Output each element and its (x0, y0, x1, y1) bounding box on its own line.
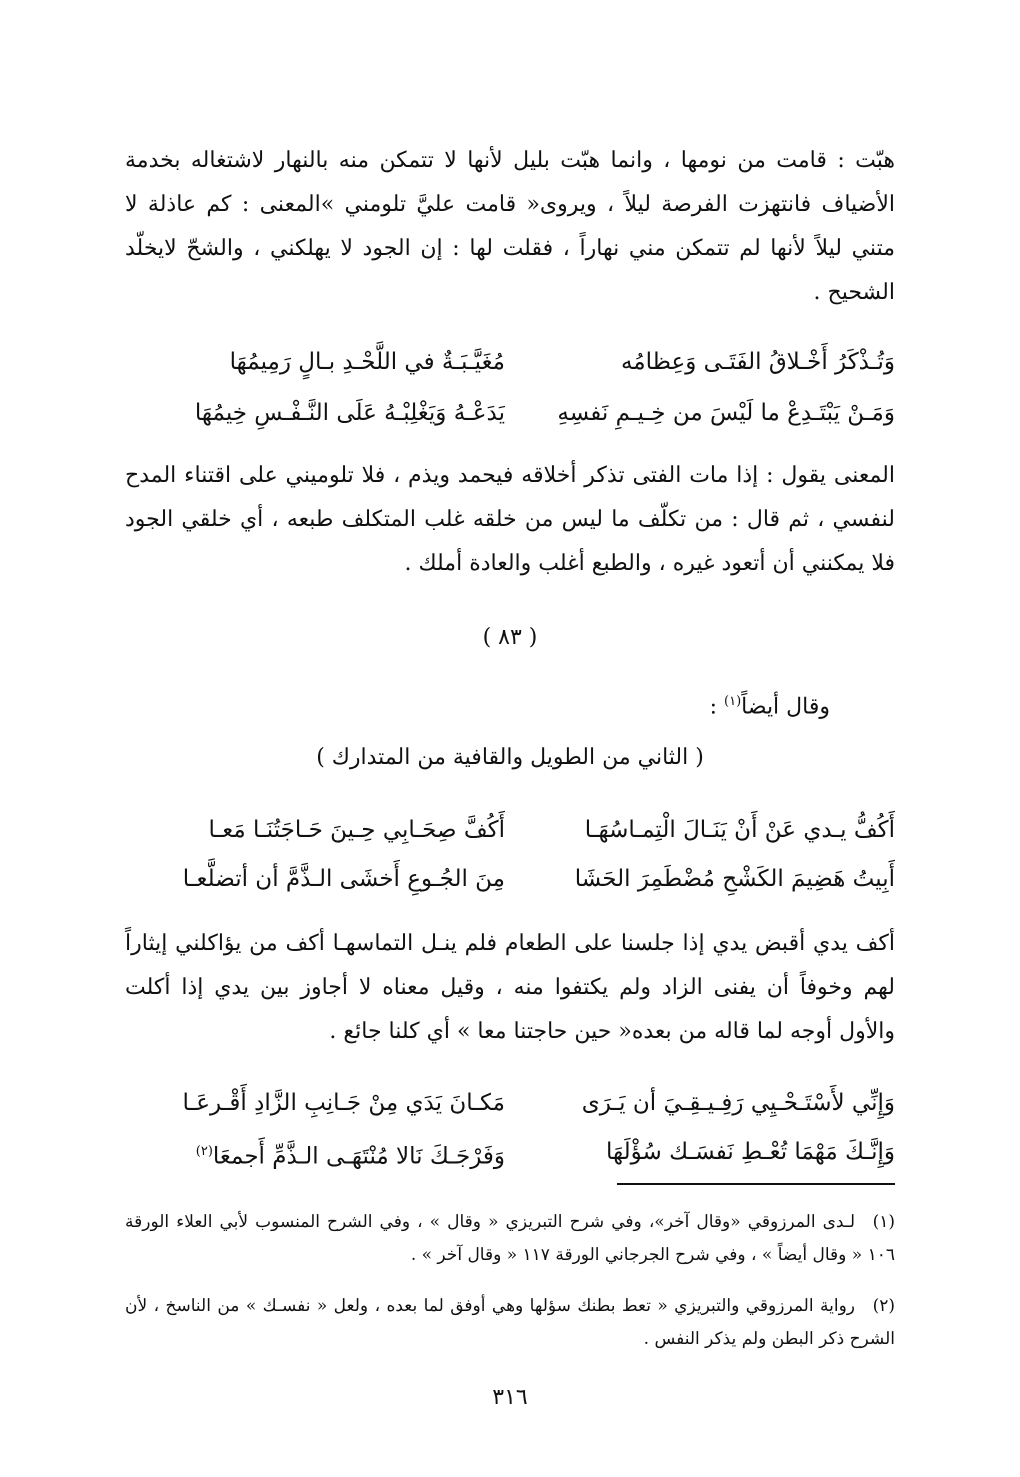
commentary-paragraph-2: المعنى يقول : إذا مات الفتى تذكر أخلاقه فيحمد ويذم ، فلا تلوميني على اقتناء المدح لنفسي ، ثم قال : من تكلّف ما ليس من خلقه غلب المتكلف طبعه ، أي خلقي الجود فلا يمكنني أن أتعود غيره ، والطبع أغلب والعادة أملك . (125, 463, 895, 576)
poem-intro (710, 682, 830, 727)
verse-line (125, 856, 895, 902)
verse-first-hemistich: أَكُفُّ يـدي عَنْ أَنْ يَنَـالَ الْتِمـاسُهَـا (584, 817, 895, 843)
verse-line (125, 1129, 895, 1175)
footnote-ref: (٢) (195, 1144, 213, 1159)
verse-first-hemistich: وَإِنِّي لأَسْتَـحْـيِي رَفِـيـقِـيَ أن يَـرَى (581, 1090, 895, 1116)
poem-intro-colon: : (709, 694, 725, 720)
verse-second-hemistich: أَكُفَّ صِحَـابِي حِـينَ حَـاجَتُنَـا مَعـا (208, 817, 505, 843)
verse-line (125, 339, 895, 385)
verse-first-hemistich: أَبِيتُ هَضِيمَ الكَشْحِ مُضْطَمِرَ الحَشَا (574, 866, 895, 892)
footnote (125, 1290, 895, 1356)
verse-first-hemistich: وَإِنَّـكَ مَهْمَا تُعْـطِ نَفسَـك سُؤْلَهَا (605, 1139, 895, 1165)
verse-line (125, 807, 895, 853)
commentary-paragraph-1: هبّت : قامت من نومها ، وانما هبّت بليل لأنها لا تتمكن منه بالنهار لاشتغاله بخدمة الأضياف فانتهزت الفرصة ليلاً ، ويروى« قامت عليَّ تلومني »المعنى : كم عاذلة لا متني ليلاً لأنها لم تتمكن مني نهاراً ، فقلت لها : إن الجود لا يهلكني ، والشحّ لايخلّد الشحيح . (125, 148, 895, 305)
verse-first-hemistich: وَتُـذْكَرُ أَخْـلاقُ الفَتَـى وَعِظامُه (620, 349, 895, 375)
meter-heading: ( الثاني من الطويل والقافية من المتدارك ) (316, 745, 704, 770)
verse-second-hemistich: مَكـانَ يَدَي مِنْ جَـانِبِ الزَّادِ أَقْـرعَـا (182, 1090, 505, 1116)
footnote-ref: (١) (724, 694, 742, 709)
footnote-number: (١) (872, 1212, 895, 1232)
poem-intro-text: وقال أيضاً (741, 694, 830, 720)
footnote-text: لـدى المرزوقي «وقال آخر»، وفي شرح التبريزي « وقال » ، وفي الشرح المنسوب لأبي العلاء الورقة ١٠٦ « وقال أيضاً » ، وفي شرح الجرجاني الورقة ١١٧ « وقال آخر » . (125, 1212, 895, 1265)
footnote-text: رواية المرزوقي والتبريزي « تعط بطنك سؤلها وهي أوفق لما بعده ، ولعل « نفسـك » من الناسخ ، لأن الشرح ذكر البطن ولم يذكر النفس . (125, 1296, 895, 1349)
hemistich-text: وَفَرْجَـكَ نَالا مُنْتَهَـى الـذَّمِّ أَجمعَا (212, 1143, 505, 1170)
footnote-number: (٢) (872, 1296, 895, 1316)
verse-second-hemistich: مُغَيَّـبَـةٌ في اللَّحْـدِ بـالٍ رَمِيمُهَا (229, 349, 505, 375)
poem-number: ( ٨٣ ) (482, 625, 538, 650)
verse-line (125, 1080, 895, 1126)
footnote-separator (617, 1183, 895, 1185)
footnote (125, 1206, 895, 1272)
verse-line (125, 390, 895, 436)
verse-first-hemistich: وَمَـنْ يَبْتَـدِعْ ما لَيْسَ من خِـيـمِ نَفسِهِ (557, 400, 895, 426)
commentary-paragraph-3: أكف يدي أقبض يدي إذا جلسنا على الطعام فلم ينـل التماسهـا أكف من يؤاكلني إيثاراً لهم وخوفاً أن يفنى الزاد ولم يكتفوا منه ، وقيل معناه لا أجاوز بين يدي إذا أكلت والأول أوجه لما قاله من بعده« حين حاجتنا معا » أي كلنا جائع . (125, 931, 895, 1044)
verse-second-hemistich: مِنَ الجُـوعِ أَخشَى الـذَّمَّ أن أتضلَّعـا (182, 866, 505, 892)
page-number: ٣١٦ (492, 1385, 528, 1410)
verse-second-hemistich (125, 1129, 505, 1180)
verse-second-hemistich: يَدَعْـهُ وَيَغْلِبْـهُ عَلَى النَّـفْـسِ خِيمُهَا (194, 400, 505, 426)
